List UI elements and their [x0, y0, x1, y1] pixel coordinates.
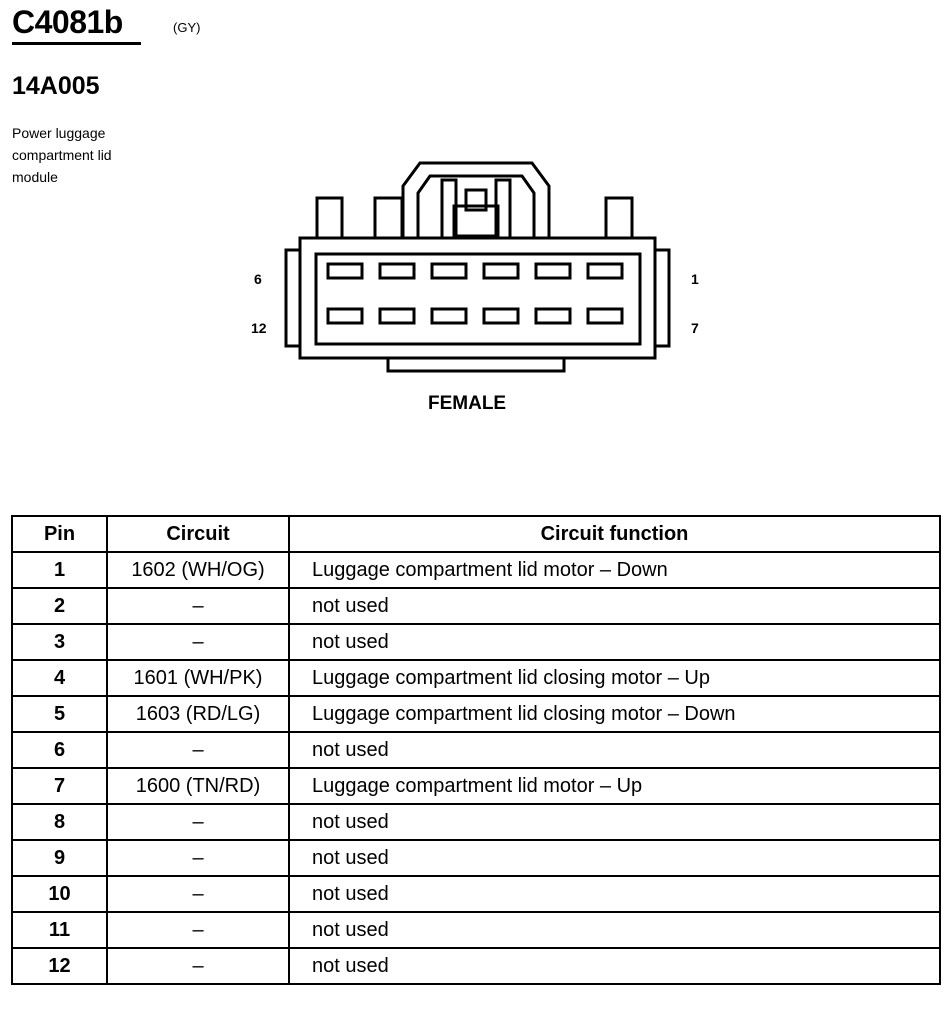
side-ear-left — [286, 250, 300, 346]
pin-cavity-1 — [588, 264, 622, 278]
table-row — [12, 660, 940, 696]
cell-circuit: 1602 (WH/OG) — [107, 552, 289, 588]
pin-label-top-right: 1 — [691, 271, 699, 287]
pin-cavity-9 — [484, 309, 518, 323]
cell-pin: 7 — [12, 768, 107, 804]
table-row — [12, 624, 940, 660]
table-row — [12, 948, 940, 984]
cell-pin: 1 — [12, 552, 107, 588]
top-boss-right — [606, 198, 632, 238]
cell-function: not used — [289, 624, 940, 660]
cell-circuit: 1601 (WH/PK) — [107, 660, 289, 696]
cell-circuit: – — [107, 588, 289, 624]
table-row — [12, 552, 940, 588]
pin-cavity-11 — [380, 309, 414, 323]
cell-function: Luggage compartment lid closing motor – Down — [289, 696, 940, 732]
cell-function: Luggage compartment lid closing motor – Up — [289, 660, 940, 696]
pin-cavity-3 — [484, 264, 518, 278]
cell-pin: 2 — [12, 588, 107, 624]
pin-cavity-12 — [328, 309, 362, 323]
housing-outline — [300, 238, 655, 358]
table-row — [12, 768, 940, 804]
header-pin: Pin — [12, 516, 107, 552]
latch-outer — [403, 163, 549, 238]
cell-circuit: – — [107, 948, 289, 984]
cell-pin: 6 — [12, 732, 107, 768]
cell-circuit: – — [107, 876, 289, 912]
cell-circuit: – — [107, 624, 289, 660]
pin-label-bottom-left: 12 — [251, 320, 267, 336]
cell-pin: 10 — [12, 876, 107, 912]
cell-function: Luggage compartment lid motor – Up — [289, 768, 940, 804]
cell-pin: 4 — [12, 660, 107, 696]
header-circuit: Circuit — [107, 516, 289, 552]
pin-cavity-5 — [380, 264, 414, 278]
pin-cavity-7 — [588, 309, 622, 323]
connector-id: C4081b — [12, 4, 123, 40]
table-row — [12, 840, 940, 876]
table-row — [12, 804, 940, 840]
cell-pin: 3 — [12, 624, 107, 660]
part-number: 14A005 — [12, 72, 100, 100]
pin-cavity-8 — [536, 309, 570, 323]
connector-gender: FEMALE — [428, 393, 507, 414]
pin-cavity-10 — [432, 309, 466, 323]
cell-function: not used — [289, 912, 940, 948]
cell-pin: 12 — [12, 948, 107, 984]
table-row — [12, 912, 940, 948]
cell-circuit: – — [107, 732, 289, 768]
cell-function: not used — [289, 588, 940, 624]
cell-circuit: – — [107, 912, 289, 948]
pin-label-top-left: 6 — [254, 271, 262, 287]
pin-cavity-2 — [536, 264, 570, 278]
table-row — [12, 732, 940, 768]
side-ear-right — [655, 250, 669, 346]
cell-circuit: – — [107, 840, 289, 876]
bottom-key — [388, 358, 564, 371]
table-header-row — [12, 516, 940, 552]
cell-circuit: – — [107, 804, 289, 840]
description-line: Power luggage — [12, 125, 106, 141]
pinout-table — [11, 515, 941, 985]
top-boss-center-left — [375, 198, 402, 238]
pin-cavity-6 — [328, 264, 362, 278]
cell-circuit: 1603 (RD/LG) — [107, 696, 289, 732]
table-row — [12, 696, 940, 732]
description-line: module — [12, 169, 58, 185]
cell-pin: 11 — [12, 912, 107, 948]
cell-pin: 5 — [12, 696, 107, 732]
header-circuit-function: Circuit function — [289, 516, 940, 552]
description-line: compartment lid — [12, 147, 112, 163]
cell-pin: 8 — [12, 804, 107, 840]
top-boss-left — [317, 198, 342, 238]
cell-function: not used — [289, 732, 940, 768]
cell-function: not used — [289, 804, 940, 840]
pin-label-bottom-right: 7 — [691, 320, 699, 336]
pin-cavity-4 — [432, 264, 466, 278]
cell-function: Luggage compartment lid motor – Down — [289, 552, 940, 588]
cell-function: not used — [289, 948, 940, 984]
cell-pin: 9 — [12, 840, 107, 876]
connector-color: (GY) — [173, 20, 201, 35]
cell-circuit: 1600 (TN/RD) — [107, 768, 289, 804]
cell-function: not used — [289, 840, 940, 876]
table-row — [12, 876, 940, 912]
cell-function: not used — [289, 876, 940, 912]
cavity-outline — [316, 254, 640, 344]
table-row — [12, 588, 940, 624]
